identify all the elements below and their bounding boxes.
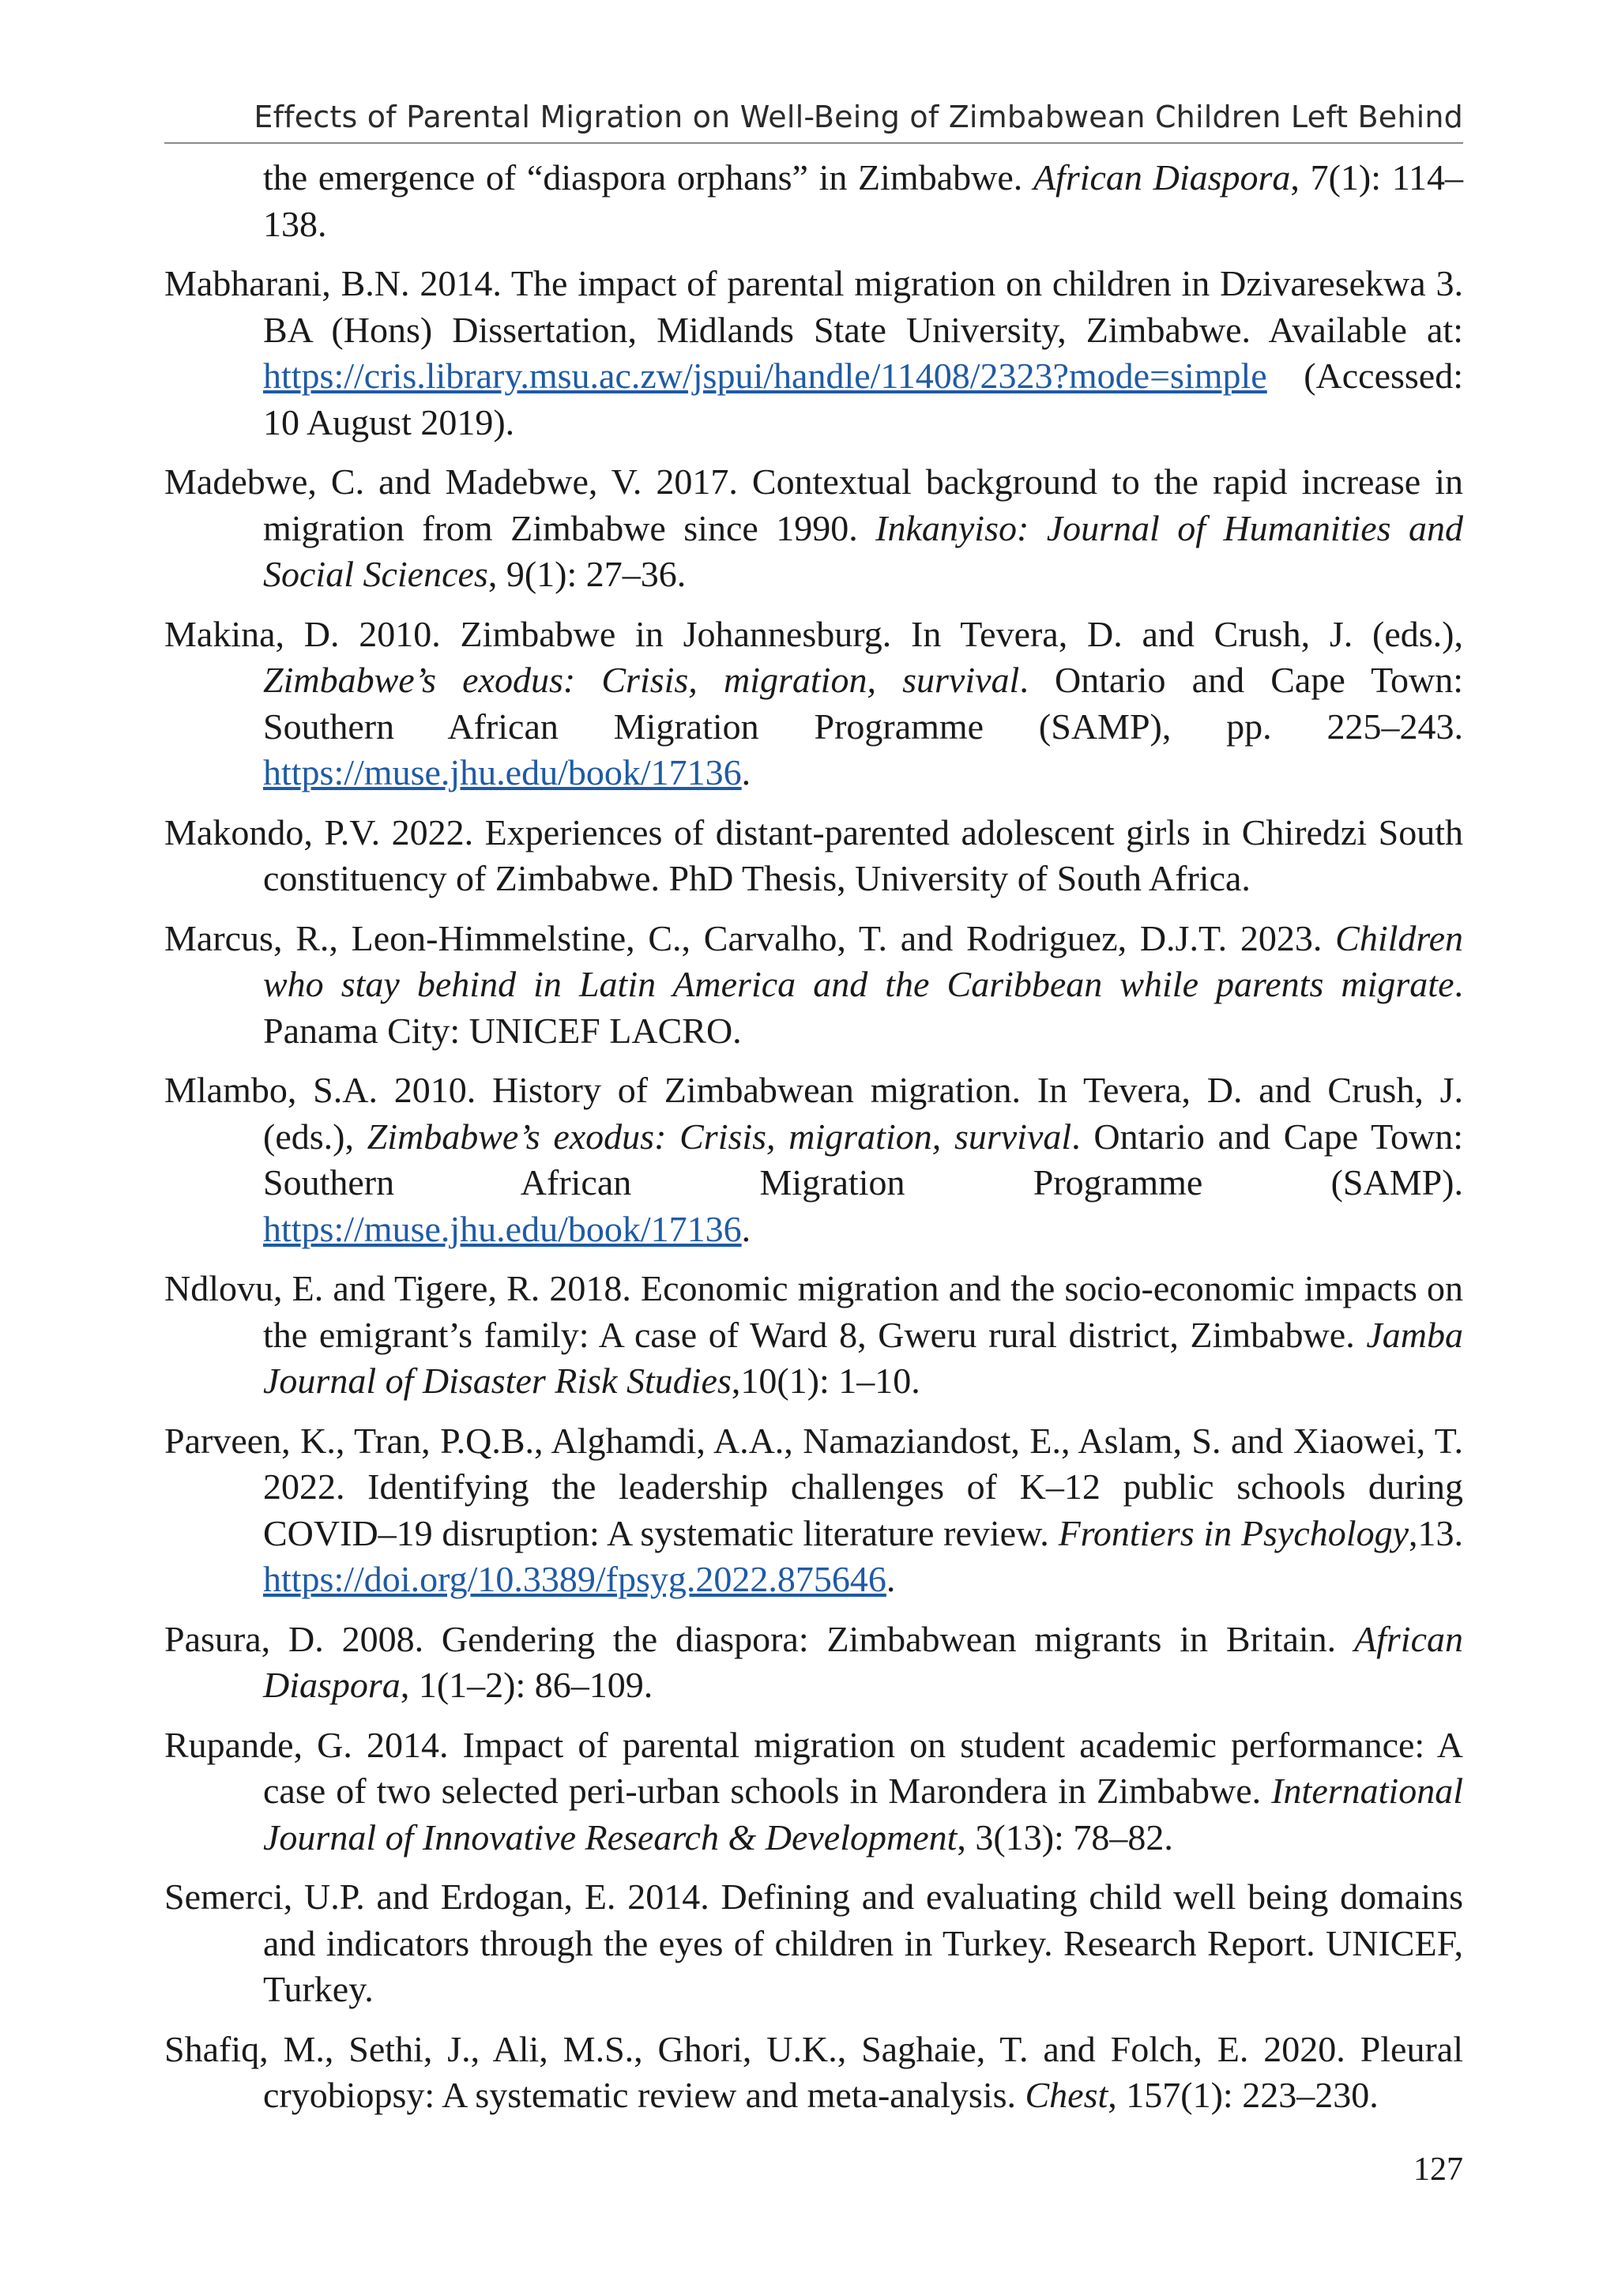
reference-text: .	[741, 1208, 751, 1249]
page-number: 127	[1413, 2151, 1463, 2188]
reference-entry	[164, 1874, 1463, 2013]
reference-text: , 9(1): 27–36.	[487, 554, 687, 594]
reference-title: Zimbabwe’s exodus: Crisis, migration, survival	[367, 1116, 1072, 1157]
reference-text: .	[741, 752, 751, 792]
reference-text: .	[886, 1559, 896, 1599]
reference-text: Mlambo, S.A. 2010. History of Zimbabwean migration. In Tevera, D. and Crush, J. (eds.),	[164, 1070, 1463, 1157]
reference-text: ,10(1): 1–10.	[731, 1361, 920, 1401]
reference-text: ,13.	[1409, 1512, 1463, 1553]
reference-entry	[164, 1266, 1463, 1405]
reference-title: Children who stay behind in Latin America and the Caribbean while parents migrate	[263, 917, 1463, 1004]
reference-text: Makondo, P.V. 2022. Experiences of distant-parented adolescent girls in Chiredzi South constituency of Zimbabwe. PhD Thesis, University of South Africa.	[164, 811, 1463, 898]
reference-title: African Diaspora	[263, 1618, 1463, 1705]
reference-text: Mabharani, B.N. 2014. The impact of parental migration on children in Dzivaresekwa 3. BA (Hons) Dissertation, Midlands State University, Zimbabwe. Available at:	[164, 263, 1463, 350]
reference-text: Semerci, U.P. and Erdogan, E. 2014. Defining and evaluating child well being domains and indicators through the eyes of children in Turkey. Research Report. UNICEF, Turkey.	[164, 1876, 1463, 2009]
running-header: Effects of Parental Migration on Well-Being of Zimbabwean Children Left Behind	[164, 93, 1463, 144]
reference-text: . Panama City: UNICEF LACRO.	[263, 964, 1463, 1051]
reference-text: (Accessed: 10 August 2019).	[263, 356, 1463, 442]
reference-link[interactable]: https://doi.org/10.3389/fpsyg.2022.875646	[263, 1559, 886, 1599]
reference-entry	[164, 612, 1463, 796]
reference-entry	[164, 1722, 1463, 1861]
reference-text: Marcus, R., Leon-Himmelstine, C., Carvalho, T. and Rodriguez, D.J.T. 2023.	[164, 917, 1336, 958]
reference-entry	[164, 916, 1463, 1055]
reference-title: Chest	[1025, 2075, 1108, 2115]
reference-link[interactable]: https://muse.jhu.edu/book/17136	[263, 752, 742, 792]
reference-text: Ndlovu, E. and Tigere, R. 2018. Economic migration and the socio-economic impacts on the emigrant’s family: A case of Ward 8, Gweru rural district, Zimbabwe.	[164, 1268, 1463, 1355]
reference-title: International Journal of Innovative Research & Development	[263, 1771, 1463, 1858]
reference-list	[164, 155, 1463, 2132]
reference-title: Frontiers in Psychology	[1058, 1512, 1409, 1553]
reference-text: Madebwe, C. and Madebwe, V. 2017. Contextual background to the rapid increase in migration from Zimbabwe since 1990.	[164, 461, 1463, 548]
reference-text: . Ontario and Cape Town: Southern African Migration Programme (SAMP), pp. 225–243.	[263, 660, 1463, 747]
reference-title: Jamba Journal of Disaster Risk Studies	[263, 1314, 1463, 1401]
reference-title: African Diaspora	[1033, 157, 1291, 198]
reference-text: , 3(13): 78–82.	[957, 1816, 1173, 1858]
reference-text: , 7(1): 114–138.	[263, 157, 1463, 244]
reference-title: Inkanyiso: Journal of Humanities and Social Sciences	[263, 507, 1463, 594]
reference-text: the emergence of “diaspora orphans” in Zimbabwe.	[263, 157, 1033, 198]
reference-text: . Ontario and Cape Town: Southern African Migration Programme (SAMP).	[263, 1116, 1463, 1203]
reference-link[interactable]: https://muse.jhu.edu/book/17136	[263, 1208, 742, 1249]
reference-entry	[164, 261, 1463, 446]
reference-text: , 157(1): 223–230.	[1108, 2075, 1379, 2115]
reference-text: Makina, D. 2010. Zimbabwe in Johannesburg. In Tevera, D. and Crush, J. (eds.),	[164, 613, 1463, 654]
reference-text: Shafiq, M., Sethi, J., Ali, M.S., Ghori, U.K., Saghaie, T. and Folch, E. 2020. Pleural cryobiopsy: A systematic review and meta-analysis.	[164, 2028, 1463, 2115]
reference-text: Pasura, D. 2008. Gendering the diaspora: Zimbabwean migrants in Britain.	[164, 1618, 1355, 1659]
reference-entry	[164, 810, 1463, 902]
reference-text: Parveen, K., Tran, P.Q.B., Alghamdi, A.A., Namaziandost, E., Aslam, S. and Xiaowei, T. 2022. Identifying the leadership challenges of K–12 public schools during COVID–19 disruption: A systematic literature review.	[164, 1420, 1463, 1553]
reference-link[interactable]: https://cris.library.msu.ac.zw/jspui/handle/11408/2323?mode=simple	[263, 356, 1267, 396]
reference-entry-continued	[164, 155, 1463, 247]
reference-text: Rupande, G. 2014. Impact of parental migration on student academic performance: A case of two selected peri-urban schools in Marondera in Zimbabwe.	[164, 1724, 1463, 1811]
reference-entry	[164, 459, 1463, 598]
reference-entry	[164, 1067, 1463, 1252]
reference-text: , 1(1–2): 86–109.	[400, 1665, 653, 1705]
reference-entry	[164, 1617, 1463, 1709]
reference-entry	[164, 1418, 1463, 1603]
reference-title: Zimbabwe’s exodus: Crisis, migration, survival	[263, 660, 1020, 700]
reference-entry	[164, 2027, 1463, 2119]
